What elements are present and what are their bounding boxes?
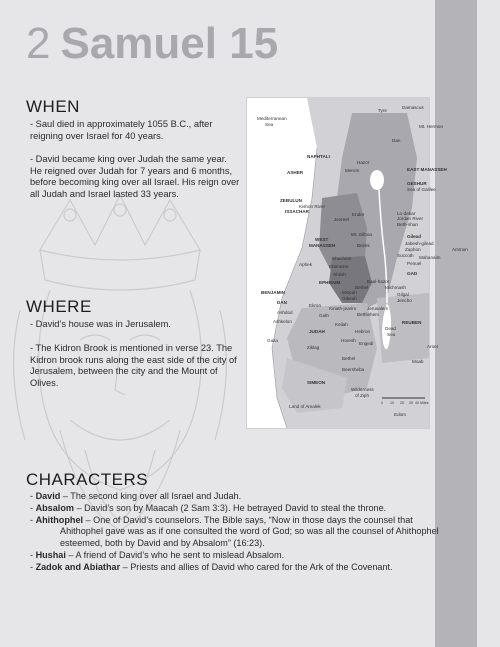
map-label-west-2: MANASSEH xyxy=(309,243,336,248)
map-label-ashkelon: Ashkelon xyxy=(273,319,292,324)
list-item: - Hushai – A friend of David’s who he sent to mislead Absalom. xyxy=(30,549,285,560)
map-label-zebulun: ZEBULUN xyxy=(280,198,302,203)
map-label-med-sea-1: Mediterranean xyxy=(257,116,287,121)
map-label-sea-galilee: Sea of Galilee xyxy=(407,187,436,192)
map-label-dead-1: Dead xyxy=(385,326,396,331)
map-label-issachar: ISSACHAR xyxy=(285,209,309,214)
map-label-mahanaim: Mahanaim xyxy=(419,255,441,260)
list-item: - Ahithophel – One of David’s counselors. The Bible says, “Now in those days the counsel that Ahithophel gave was as if one consulted the word of God; so was all the counsel of Ahithophel esteemed, both by David and by Absalom” (16:23). xyxy=(30,515,450,550)
character-desc: – David’s son by Maacah (2 Sam 3:3). He betrayed David to steal the throne. xyxy=(73,502,387,513)
map-scale-40: 40 Miles xyxy=(415,401,429,405)
character-desc: – Priests and allies of David who cared for the Ark of the Covenant. xyxy=(120,561,393,572)
map-label-endor: Endor xyxy=(352,212,365,217)
map-label-wilderness-2: of Ziph xyxy=(355,393,370,398)
when-para-2: - David became king over Judah the same year. He reigned over Judah for 7 years and 6 months, before becoming king over all Israel. His reign over all Judah and Israel lasted 33 years. xyxy=(30,154,240,199)
map-label-edom: Edom xyxy=(394,412,407,417)
map-label-mizpah: Mizpah xyxy=(342,290,357,295)
map-label-damascus: Damascus xyxy=(402,105,424,110)
map-label-med-sea-2: Sea xyxy=(265,122,274,127)
map-label-bezek: Bezek xyxy=(357,243,370,248)
map-label-baal-hazor: Baal-hazor xyxy=(367,279,390,284)
character-name: Zadok and Abiathar xyxy=(35,561,121,572)
map-label-tyre: Tyre xyxy=(378,108,387,113)
book-number: 2 xyxy=(26,19,51,68)
map-label-gaza: Gaza xyxy=(267,338,278,343)
character-name: Ahithophel xyxy=(35,514,84,525)
map-label-amalek: Land of Amalek xyxy=(289,404,321,409)
map-label-ammon: Ammon xyxy=(452,247,468,252)
when-para-1: - Saul died in approximately 1055 B.C., after reigning over Israel for 40 years. xyxy=(30,119,213,141)
map-label-beth-shan: Beth-shan xyxy=(397,222,418,227)
map-label-ashdod: Ashdod xyxy=(277,310,293,315)
map-label-simeon: SIMEON xyxy=(307,380,326,385)
map-label-dan: Dan xyxy=(392,138,401,143)
character-desc: – One of David’s counselors. The Bible says, “Now in those days the counsel that xyxy=(83,514,413,525)
map-label-jericho: Jericho xyxy=(397,298,412,303)
map-label-dan-tribe: DAN xyxy=(277,300,287,305)
map-label-mt-hermon: Mt. Hermon xyxy=(419,124,443,129)
character-name: Hushai xyxy=(35,549,66,560)
map-label-ekron: Ekron xyxy=(309,303,322,308)
map-label-jezreel: Jezreel xyxy=(334,217,349,222)
map-label-keilah: Keilah xyxy=(335,322,348,327)
map-label-penuel: Penuel xyxy=(407,261,422,266)
book-title: Samuel 15 xyxy=(60,19,279,68)
map-label-east-manasseh: EAST MANASSEH xyxy=(407,167,447,172)
map-label-wilderness-1: Wilderness xyxy=(351,387,374,392)
map-label-dead-2: Sea xyxy=(387,332,396,337)
map-label-jerusalem: Jerusalem xyxy=(367,306,389,311)
map-panel xyxy=(246,97,468,429)
list-item: - David – The second king over all Israel and Judah. xyxy=(30,491,242,501)
map-label-kishon: Kishon River xyxy=(299,204,326,209)
map-label-bethlehem: Bethlehem xyxy=(357,312,379,317)
character-name: Absalom xyxy=(35,502,74,513)
map-label-aphek: Aphek xyxy=(299,262,313,267)
character-desc: – The second king over all Israel and Judah. xyxy=(60,491,242,501)
map-label-jordan-river: Jordan River xyxy=(397,216,424,221)
character-desc-continued: Ahithophel gave was as if one consulted the word of God; so was all the counsel of Ahithophel esteemed, both by David and by Absalom” (16:23). xyxy=(60,526,439,549)
map-label-gibeah: Gibeah xyxy=(342,296,357,301)
character-name: David xyxy=(35,491,61,501)
character-desc: – A friend of David’s who he sent to mislead Absalom. xyxy=(65,549,285,560)
map-label-beersheba: Beersheba xyxy=(342,367,365,372)
map-label-horesh: Horesh xyxy=(341,338,356,343)
map-label-succoth: Succoth xyxy=(397,253,414,258)
israel-map xyxy=(247,98,468,428)
map-label-naphtali: NAPHTALI xyxy=(307,154,330,159)
map-label-engedi: Engedi xyxy=(359,341,374,346)
map-scale-20: 20 xyxy=(400,401,404,405)
map-label-jabesh: Jabesh-gilead xyxy=(405,241,434,246)
map-label-benjamin: BENJAMIN xyxy=(261,290,285,295)
map-label-ephraim: EPHRAIM xyxy=(319,280,341,285)
map-label-michmash: Michmash xyxy=(385,285,406,290)
map-label-shechem: Shechem xyxy=(332,256,352,261)
map-scale-10: 10 xyxy=(390,401,394,405)
map-label-zaphon: Zaphon xyxy=(405,247,421,252)
map-label-bethel: Bethel xyxy=(355,285,369,290)
map-label-asher: ASHER xyxy=(287,170,304,175)
map-label-lo-debar: Lo-debar xyxy=(397,211,416,216)
page-title xyxy=(26,19,279,68)
map-label-judah: JUDAH xyxy=(309,329,325,334)
where-para-1: - David’s house was in Jerusalem. xyxy=(30,319,171,329)
list-item: - Absalom – David’s son by Maacah (2 Sam 3:3). He betrayed David to steal the throne. xyxy=(30,502,387,513)
map-scale-0: 0 xyxy=(381,401,383,405)
map-label-gath: Gath xyxy=(319,313,329,318)
when-heading: WHEN xyxy=(26,97,80,116)
map-label-ebenezer: Ebenezer xyxy=(329,264,349,269)
characters-list xyxy=(30,491,450,574)
map-scale-30: 30 xyxy=(409,401,413,405)
map-label-hebron: Hebron xyxy=(355,329,371,334)
map-label-aroer: Aroer xyxy=(427,344,439,349)
map-label-mt-gilboa: Mt. Gilboa xyxy=(351,232,372,237)
map-label-bethel-south: Bethel xyxy=(342,356,356,361)
list-item: - Zadok and Abiathar – Priests and allies of David who cared for the Ark of the Covenant. xyxy=(30,561,393,572)
map-label-kiriath: Kiriath-jearim xyxy=(329,306,357,311)
map-label-gilead: Gilead xyxy=(407,234,422,239)
map-label-gilgal: Gilgal xyxy=(397,292,409,297)
map-label-reuben: REUBEN xyxy=(402,320,422,325)
map-label-west-1: WEST xyxy=(315,237,329,242)
characters-heading: CHARACTERS xyxy=(26,470,149,489)
map-label-geshur: GESHUR xyxy=(407,181,427,186)
map-label-ziklag: Ziklag xyxy=(307,345,320,350)
map-label-hazor: Hazor xyxy=(357,160,370,165)
where-heading: WHERE xyxy=(26,297,92,316)
where-para-2: - The Kidron Brook is mentioned in verse 23. The Kidron brook runs along the east side of the city of Jerusalem, between the city and the Mount of Olives. xyxy=(30,343,237,388)
map-label-gad: GAD xyxy=(407,271,418,276)
map-label-shiloh: Shiloh xyxy=(333,272,346,277)
map-label-moab: Moab xyxy=(412,359,424,364)
map-label-merom: Merom xyxy=(345,168,360,173)
